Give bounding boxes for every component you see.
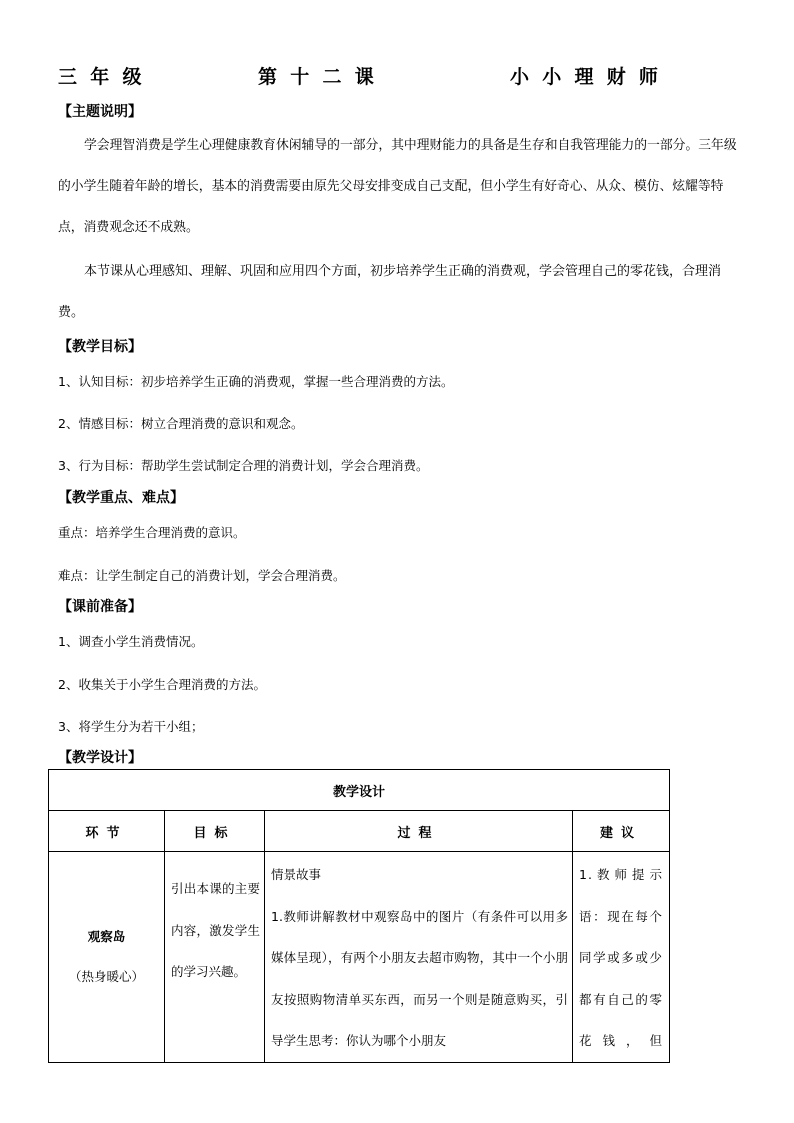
column-header-goal: 目标 (165, 811, 265, 852)
goal-item: 2、情感目标：树立合理消费的意识和观念。 (58, 416, 304, 431)
focus-point: 重点：培养学生合理消费的意识。 (58, 525, 246, 540)
process-cell (265, 852, 573, 1063)
preparation-item: 2、收集关于小学生合理消费的方法。 (58, 677, 266, 692)
teaching-design-table (48, 769, 670, 1063)
goal-item: 1、认知目标：初步培养学生正确的消费观，掌握一些合理消费的方法。 (58, 374, 454, 389)
theme-heading: 【主题说明】 (58, 104, 142, 120)
theme-paragraph-2: 本节课从心理感知、理解、巩固和应用四个方面，初步培养学生正确的消费观，学会管理自己的零花钱，合理消费。 (58, 264, 722, 320)
theme-paragraph-1: 学会理智消费是学生心理健康教育休闲辅导的一部分，其中理财能力的具备是生存和自我管理能力的一部分。三年级的小学生随着年龄的增长，基本的消费需要由原先父母安排变成自己支配，但小学生有好奇心、从众、模仿、炫耀等特点，消费观念还不成熟。 (58, 138, 737, 235)
table-header-row (49, 811, 670, 852)
goal-item: 3、行为目标：帮助学生尝试制定合理的消费计划，学会合理消费。 (58, 458, 429, 473)
title-grade: 三 年 级 (58, 66, 142, 88)
table-row (49, 852, 670, 1063)
column-header-process: 过程 (265, 811, 573, 852)
preparation-item: 1、调查小学生消费情况。 (58, 634, 204, 649)
suggestion-cell: 1.教师提示语：现在每个同学或多或少都有自己的零花钱，但 (573, 852, 670, 1063)
title-lesson: 第 十 二 课 (258, 66, 374, 88)
stage-subtitle: （热身暖心） (68, 968, 144, 984)
title-topic: 小 小 理 财 师 (510, 66, 658, 88)
process-title: 情景故事 (271, 867, 322, 882)
goal-cell: 引出本课的主要内容，激发学生的学习兴趣。 (165, 852, 265, 1063)
keypoints-heading: 【教学重点、难点】 (58, 490, 184, 506)
table-caption: 教学设计 (49, 770, 670, 811)
difficulty-point: 难点：让学生制定自己的消费计划，学会合理消费。 (58, 568, 346, 583)
column-header-suggestion: 建议 (573, 811, 670, 852)
preparation-item: 3、将学生分为若干小组； (58, 719, 204, 734)
stage-name: 观察岛 (87, 928, 126, 944)
goals-heading: 【教学目标】 (58, 339, 142, 355)
design-heading: 【教学设计】 (58, 750, 142, 766)
column-header-stage: 环节 (49, 811, 165, 852)
stage-cell (49, 852, 165, 1063)
process-text: 1.教师讲解教材中观察岛中的图片（有条件可以用多媒体呈现），有两个小朋友去超市购物，其中一个小朋友按照购物清单买东西，而另一个则是随意购买，引导学生思考：你认为哪个小朋友 (271, 908, 568, 1048)
lesson-title (58, 62, 742, 92)
preparation-heading: 【课前准备】 (58, 599, 142, 615)
